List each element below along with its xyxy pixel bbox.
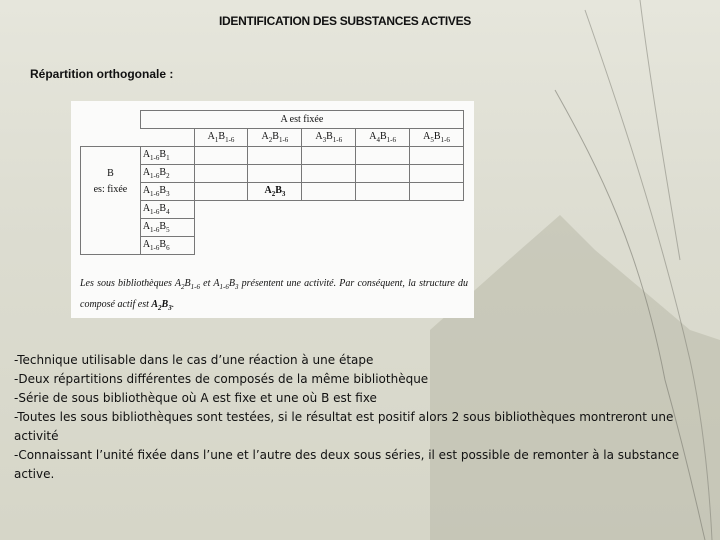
row-label: $A_{1-6}B_1$ [140, 147, 194, 165]
active-compound-cell: $A_2B_3$ [248, 183, 302, 201]
column-header: $A_3B_{1-6}$ [302, 129, 356, 147]
row-label: $A_{1-6}B_5$ [140, 219, 194, 237]
slide-subtitle: Répartition orthogonale : [30, 67, 174, 81]
slide-title: IDENTIFICATION DES SUBSTANCES ACTIVES [218, 14, 472, 28]
bullet-item: -Série de sous bibliothèque où A est fixe et une où B est fixe [14, 391, 377, 405]
row-label: $A_{1-6}B_2$ [140, 165, 194, 183]
orthogonal-distribution-table [80, 110, 464, 255]
orthogonal-table-figure [71, 101, 474, 318]
bullet-item: -Toutes les sous bibliothèques sont testées, si le résultat est positif alors 2 sous bibliothèques montreront une activité [14, 410, 674, 443]
row-label: $A_{1-6}B_3$ [140, 183, 194, 201]
column-header: $A_1B_{1-6}$ [194, 129, 248, 147]
a-fixed-header: A est fixée [140, 111, 463, 129]
column-header-row [81, 129, 464, 147]
bullet-item: -Technique utilisable dans le cas d’une réaction à une étape [14, 353, 374, 367]
bullet-item: -Connaissant l’unité fixée dans l’une et l’autre des deux sous séries, il est possible de remonter à la substance active. [14, 448, 680, 481]
table-caption: Les sous bibliothèques $A_2B_{1-6}$ et $A_{1-6}B_3$ présentent une activité. Par conséquent, la structure du composé actif est $A_2B_3$. [80, 278, 468, 312]
bullet-list [14, 351, 694, 484]
row-label: $A_{1-6}B_6$ [140, 237, 194, 255]
table-row [81, 147, 464, 165]
b-fixed-label: B es: fixée [81, 147, 141, 255]
row-label: $A_{1-6}B_4$ [140, 201, 194, 219]
column-header: $A_5B_{1-6}$ [410, 129, 464, 147]
bullet-item: -Deux répartitions différentes de composés de la même bibliothèque [14, 372, 429, 386]
column-header: $A_4B_{1-6}$ [356, 129, 410, 147]
column-header: $A_2B_{1-6}$ [248, 129, 302, 147]
